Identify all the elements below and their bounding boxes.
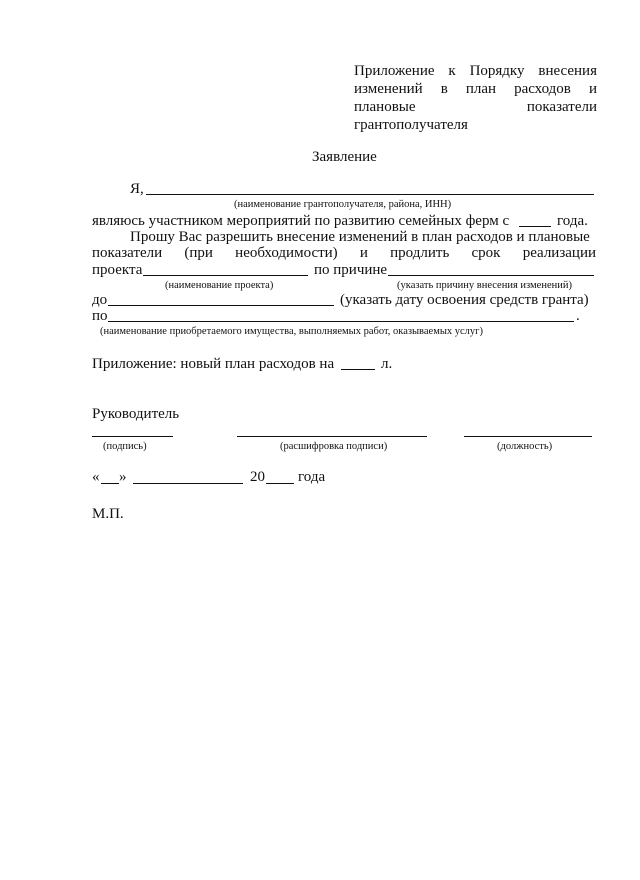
- until-label: до: [92, 292, 108, 308]
- request-line-2: [92, 244, 596, 262]
- participant-end: года.: [557, 213, 588, 229]
- until-hint: (указать дату освоения средств гранта): [340, 292, 589, 308]
- header-line-2: [354, 80, 597, 98]
- request-word: необходимости): [235, 245, 338, 261]
- reason-caption: (указать причину внесения изменений): [397, 280, 572, 291]
- by-end: .: [576, 308, 580, 324]
- request-word: показатели: [92, 245, 163, 261]
- project-fill-line: [143, 275, 308, 276]
- position-caption: (должность): [497, 441, 553, 452]
- reason-fill-line: [388, 275, 594, 276]
- header-word: внесения: [538, 63, 597, 79]
- by-caption: (наименование приобретаемого имущества, выполняемых работ, оказываемых услуг): [100, 326, 483, 337]
- header-word: в: [440, 81, 448, 97]
- sign-fill-line: [92, 436, 173, 437]
- decode-fill-line: [237, 436, 427, 437]
- document-title: Заявление: [312, 149, 377, 165]
- header-word: изменений: [354, 81, 423, 97]
- header-word: расходов: [514, 81, 571, 97]
- ya-label: Я,: [130, 181, 144, 197]
- applicant-caption: (наименование грантополучателя, района, ИНН): [234, 199, 452, 210]
- attachment-suffix: л.: [381, 356, 393, 372]
- year-fill-line: [519, 226, 551, 227]
- by-fill-line: [108, 321, 574, 322]
- date-month-line: [133, 483, 243, 484]
- until-fill-line: [108, 305, 334, 306]
- date-open-quote: «: [92, 469, 100, 485]
- date-year-prefix: 20: [250, 469, 265, 485]
- date-close-quote: »: [119, 469, 127, 485]
- header-line-3: [354, 98, 597, 116]
- header-word: плановые: [354, 99, 416, 115]
- decode-caption: (расшифровка подписи): [280, 441, 388, 452]
- request-word: (при: [184, 245, 213, 261]
- request-line-1: Прошу Вас разрешить внесение изменений в план расходов и плановые: [130, 229, 590, 245]
- reason-label: по причине: [314, 262, 388, 278]
- header-line-4: грантополучателя: [354, 117, 468, 133]
- by-label: по: [92, 308, 108, 324]
- sign-caption: (подпись): [103, 441, 147, 452]
- applicant-fill-line: [146, 194, 594, 195]
- date-year-suffix: года: [298, 469, 326, 485]
- header-word: Порядку: [469, 63, 525, 79]
- date-year-line: [266, 483, 294, 484]
- participant-text: являюсь участником мероприятий по развитию семейных ферм с: [92, 213, 510, 229]
- header-word: показатели: [526, 99, 597, 115]
- header-word: и: [588, 81, 597, 97]
- position-fill-line: [464, 436, 592, 437]
- header-word: план: [465, 81, 497, 97]
- request-word: продлить: [390, 245, 450, 261]
- request-word: реализации: [522, 245, 596, 261]
- request-word: срок: [471, 245, 501, 261]
- header-word: к: [448, 63, 456, 79]
- header-word: Приложение: [354, 63, 435, 79]
- project-label: проекта: [92, 262, 143, 278]
- date-day-line: [101, 483, 119, 484]
- stamp-label: М.П.: [92, 506, 124, 522]
- head-label: Руководитель: [92, 406, 180, 422]
- attachment-text: Приложение: новый план расходов на: [92, 356, 335, 372]
- request-word: и: [359, 245, 368, 261]
- attachment-pages-line: [341, 369, 375, 370]
- header-line-1: [354, 62, 597, 80]
- project-caption: (наименование проекта): [165, 280, 274, 291]
